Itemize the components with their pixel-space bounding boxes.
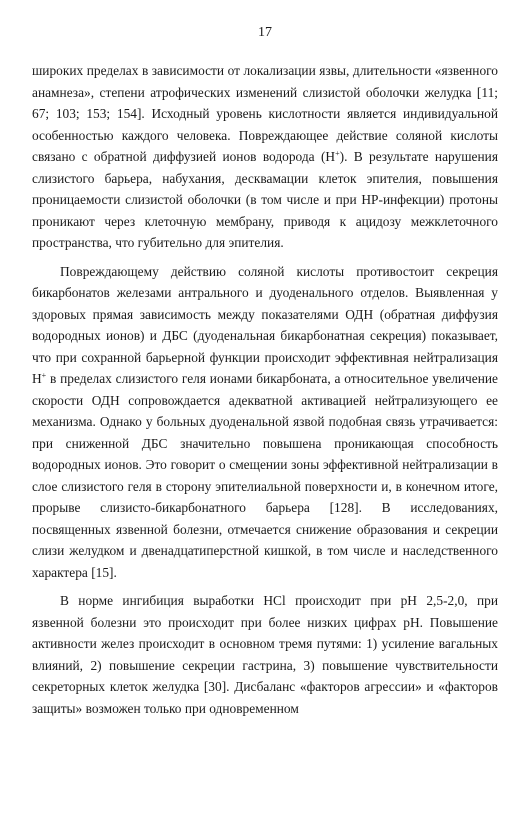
text-run: широких пределах в зависимости от локализации язвы, длительности «язвенного анамнеза», степени атрофических изменений слизистой оболочки желудка [11; 67; 103; 153; 154]. Исходный уровень кислотности является индивидуальной особенностью каждого человека. Повреждающее действие соляной кислоты связано с обратной диффузией ионов водорода (Н — [32, 63, 498, 164]
page-number: 17 — [258, 25, 272, 40]
paragraph — [32, 60, 498, 254]
paragraph — [32, 261, 498, 584]
text-run: в пределах слизистого геля ионами бикарбоната, а относительное увеличение скорости ОДН сопровождается адекватной активацией нейтрализующего ее механизма. Однако у больных дуоденальной язвой подобная связь утрачивается: при сниженной ДБС значительно повышена проникающая способность водородных ионов. Это говорит о смещении зоны эффективной нейтрализации в слое слизистого геля в сторону эпителиальной поверхности и, в конечном итоге, прорыве слизисто-бикарбонатного барьера [128]. В исследованиях, посвященных язвенной болезни, отмечается снижение образования и секреции слизи желудком и двенадцатиперстной кишкой, в том числе и наследственного характера [15]. — [32, 371, 498, 580]
text-run: Повреждающему действию соляной кислоты противостоит секреция бикарбонатов железами антрального и дуоденального отделов. Выявленная у здоровых прямая зависимость между показателями ОДН (обратная диффузия водородных ионов) и ДБС (дуоденальная бикарбонатная секреция) показывает, что при сохранной барьерной функции происходит эффективная нейтрализация Н — [32, 263, 498, 386]
superscript: + — [41, 371, 47, 380]
text-run: ). В результате нарушения слизистого барьера, набухания, десквамации клеток эпителия, повышения проницаемости слизистой оболочки (в том числе и при НР-инфекции) протоны проникают через клеточную мембрану, приводя к ацидозу межклеточного пространства, что губительно для эпителия. — [32, 149, 498, 250]
text-run: В норме ингибиция выработки HCl происходит при рН 2,5-2,0, при язвенной болезни это происходит при более низких цифрах рН. Повышение активности желез происходит в основном тремя путями: 1) усиление вагальных влияний, 2) повышение секреции гастрина, 3) повышение чувствительности секреторных клеток желудка [30]. Дисбаланс «факторов агрессии» и «факторов защиты» возможен только при одновременном — [32, 593, 498, 716]
superscript: + — [335, 149, 340, 158]
paragraph — [32, 590, 498, 719]
text-body — [32, 60, 498, 719]
